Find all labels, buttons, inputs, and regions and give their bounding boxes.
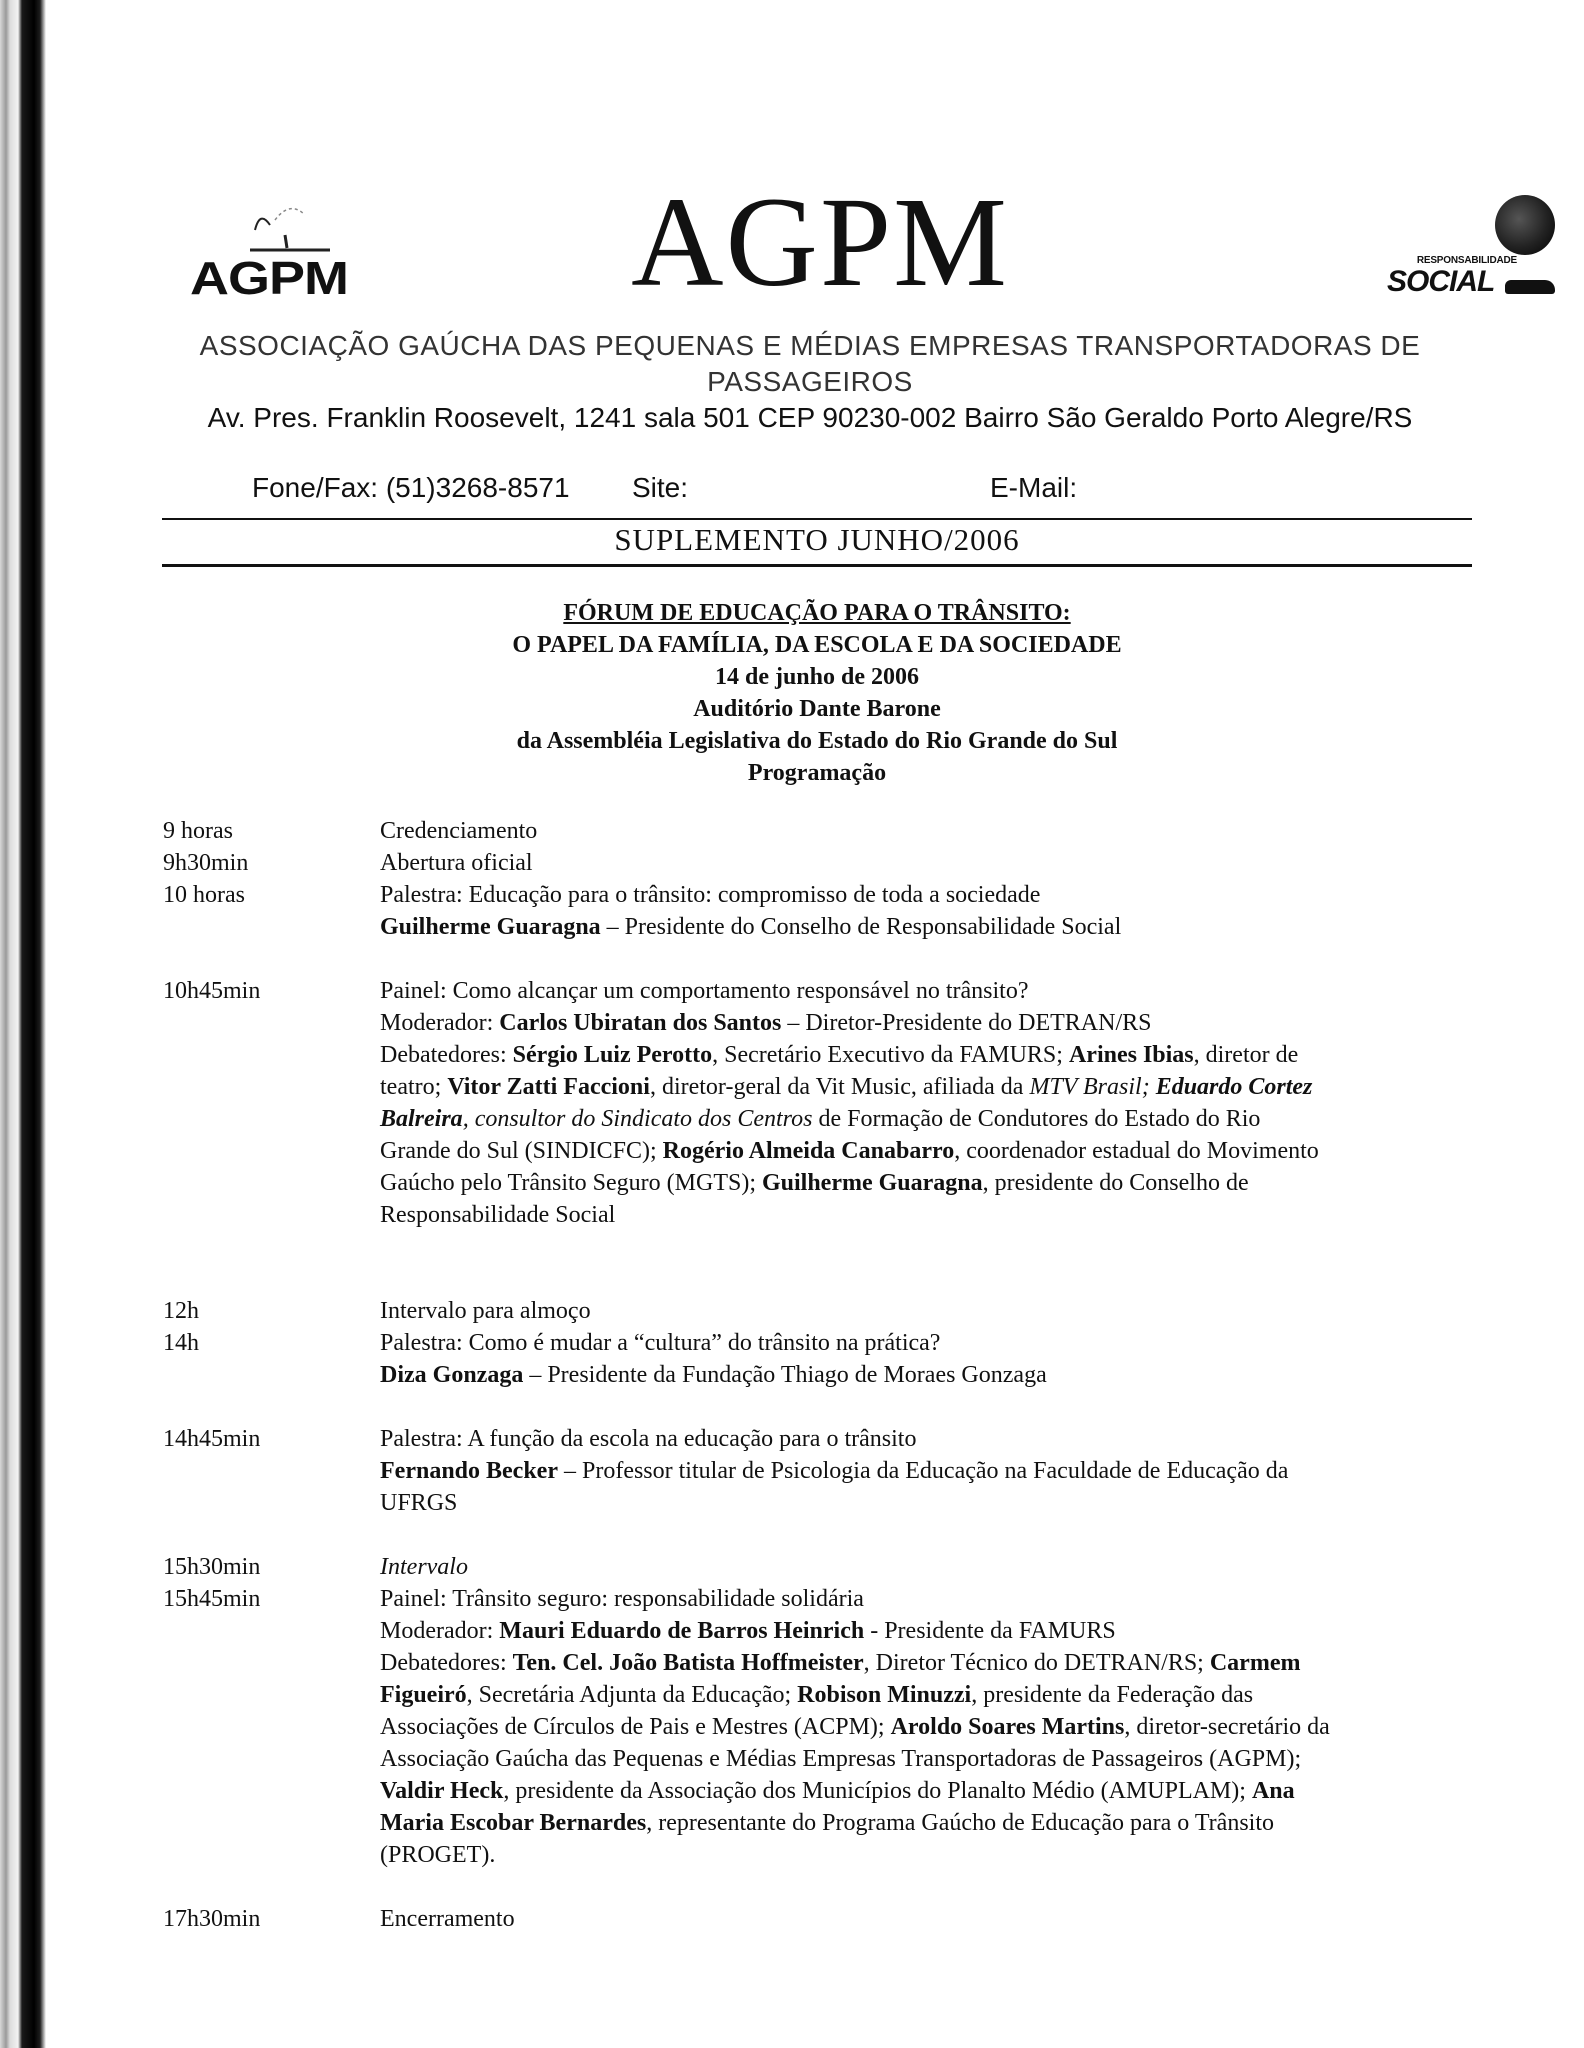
event-header (162, 597, 1472, 789)
responsabilidade-social-logo (1385, 195, 1560, 325)
program-description: Credenciamento (380, 818, 538, 844)
bus-sketch-icon (245, 200, 335, 255)
program-time: 9 horas (163, 818, 233, 844)
program-time: 15h45min (163, 1586, 261, 1612)
responsabilidade-label: RESPONSABILIDADE (1416, 255, 1517, 266)
program-time: 14h (163, 1330, 199, 1356)
event-venue-detail: da Assembléia Legislativa do Estado do Rio Grande do Sul (516, 728, 1118, 754)
program-time: 15h30min (163, 1554, 261, 1580)
association-name: ASSOCIAÇÃO GAÚCHA DAS PEQUENAS E MÉDIAS EMPRESAS TRANSPORTADORAS DE PASSAGEIROS (199, 330, 1421, 397)
program-description: Intervalo para almoço (380, 1298, 591, 1324)
agpm-logo-text: AGPM (190, 253, 348, 305)
speaker-name: Carmem Figueiró (380, 1650, 1301, 1708)
speaker-name: Ten. Cel. João Batista Hoffmeister (512, 1650, 864, 1676)
program-description: Intervalo (380, 1554, 468, 1580)
speaker-name: Diza Gonzaga (380, 1362, 524, 1388)
event-date: 14 de junho de 2006 (714, 664, 920, 690)
speaker-name: Mauri Eduardo de Barros Heinrich (499, 1618, 865, 1644)
site-label: Site: (632, 472, 689, 503)
program-description: Palestra: A função da escola na educação para o trânsito Fernando Becker – Professor titular de Psicologia da Educação na Faculdade de Educação da UFRGS (380, 1426, 1289, 1516)
program-label: Programação (747, 760, 887, 786)
event-subtitle: O PAPEL DA FAMÍLIA, DA ESCOLA E DA SOCIEDADE (512, 632, 1122, 658)
social-label: SOCIAL (1387, 265, 1495, 298)
speaker-name: Eduardo Cortez Balreira (380, 1074, 1313, 1132)
speaker-name: Arines Ibias (1068, 1042, 1194, 1068)
program-time: 17h30min (163, 1906, 261, 1932)
speaker-name: Carlos Ubiratan dos Santos (499, 1010, 782, 1036)
speaker-name: Vitor Zatti Faccioni (447, 1074, 650, 1100)
email-label: E-Mail: (990, 472, 1078, 503)
program-description: Abertura oficial (380, 850, 533, 876)
event-venue: Auditório Dante Barone (693, 696, 941, 722)
page-title: AGPM (631, 171, 1009, 313)
event-title: FÓRUM DE EDUCAÇÃO PARA O TRÂNSITO: (563, 600, 1071, 626)
speaker-name: Valdir Heck (380, 1778, 504, 1804)
speaker-name: Aroldo Soares Martins (890, 1714, 1125, 1740)
program-description: Palestra: Educação para o trânsito: compromisso de toda a sociedade Guilherme Guaragna – Presidente do Conselho de Responsabilidade Social (380, 882, 1122, 940)
phone: Fone/Fax: (51)3268-8571 (252, 472, 570, 503)
program-time: 10h45min (163, 978, 261, 1004)
speaker-name: Rogério Almeida Canabarro (662, 1138, 955, 1164)
speaker-name: Fernando Becker (380, 1458, 558, 1484)
scan-edge (0, 0, 46, 2048)
speaker-name: Guilherme Guaragna (380, 914, 601, 940)
supplement-title: SUPLEMENTO JUNHO/2006 (614, 522, 1020, 557)
speaker-name: Guilherme Guaragna (761, 1170, 983, 1196)
program-time: 10 horas (163, 882, 245, 908)
program-time: 14h45min (163, 1426, 261, 1452)
speaker-name: Sérgio Luiz Perotto (512, 1042, 713, 1068)
program-description: Painel: Trânsito seguro: responsabilidade solidária Moderador: Mauri Eduardo de Barros Heinrich - Presidente da FAMURS Debatedores: Ten. Cel. João Batista Hoffmeister, Diretor Técnico do DETRAN/RS; Carmem Figueiró, Secretária Adjunta da Educação; Robison Minuzzi, presidente da Federação das Associações de Círculos de Pais e Mestres (ACPM); Aroldo Soares Martins, diretor-secretário da Associação Gaúcha das Pequenas e Médias Empresas Transportadoras de Passageiros (AGPM); Valdir Heck, presidente da Associação dos Municípios do Planalto Médio (AMUPLAM); Ana Maria Escobar Bernardes, representante do Programa Gaúcho de Educação para o Trânsito (PROGET). (380, 1586, 1330, 1868)
car-icon (1505, 280, 1555, 294)
divider-top (162, 518, 1472, 520)
globe-icon (1495, 195, 1555, 255)
program-description: Encerramento (380, 1906, 515, 1932)
speaker-name: Robison Minuzzi (797, 1682, 972, 1708)
divider-bottom (162, 564, 1472, 567)
address: Av. Pres. Franklin Roosevelt, 1241 sala 501 CEP 90230-002 Bairro São Geraldo Porto Alegre/RS (207, 402, 1413, 433)
program-time: 9h30min (163, 850, 249, 876)
program-description: Painel: Como alcançar um comportamento responsável no trânsito? Moderador: Carlos Ubiratan dos Santos – Diretor-Presidente do DETRAN/RS Debatedores: Sérgio Luiz Perotto, Secretário Executivo da FAMURS; Arines Ibias, diretor de teatro; Vitor Zatti Faccioni, diretor-geral da Vit Music, afiliada da MTV Brasil; Eduardo Cortez Balreira, consultor do Sindicato dos Centros de Formação de Condutores do Estado do Rio Grande do Sul (SINDICFC); Rogério Almeida Canabarro, coordenador estadual do Movimento Gaúcho pelo Trânsito Seguro (MGTS); Guilherme Guaragna, presidente do Conselho de Responsabilidade Social (380, 978, 1319, 1228)
program-description: Palestra: Como é mudar a “cultura” do trânsito na prática? Diza Gonzaga – Presidente da Fundação Thiago de Moraes Gonzaga (380, 1330, 1047, 1388)
program-time: 12h (163, 1298, 199, 1324)
speaker-name: Ana Maria Escobar Bernardes (380, 1778, 1295, 1836)
agpm-logo (190, 200, 400, 305)
